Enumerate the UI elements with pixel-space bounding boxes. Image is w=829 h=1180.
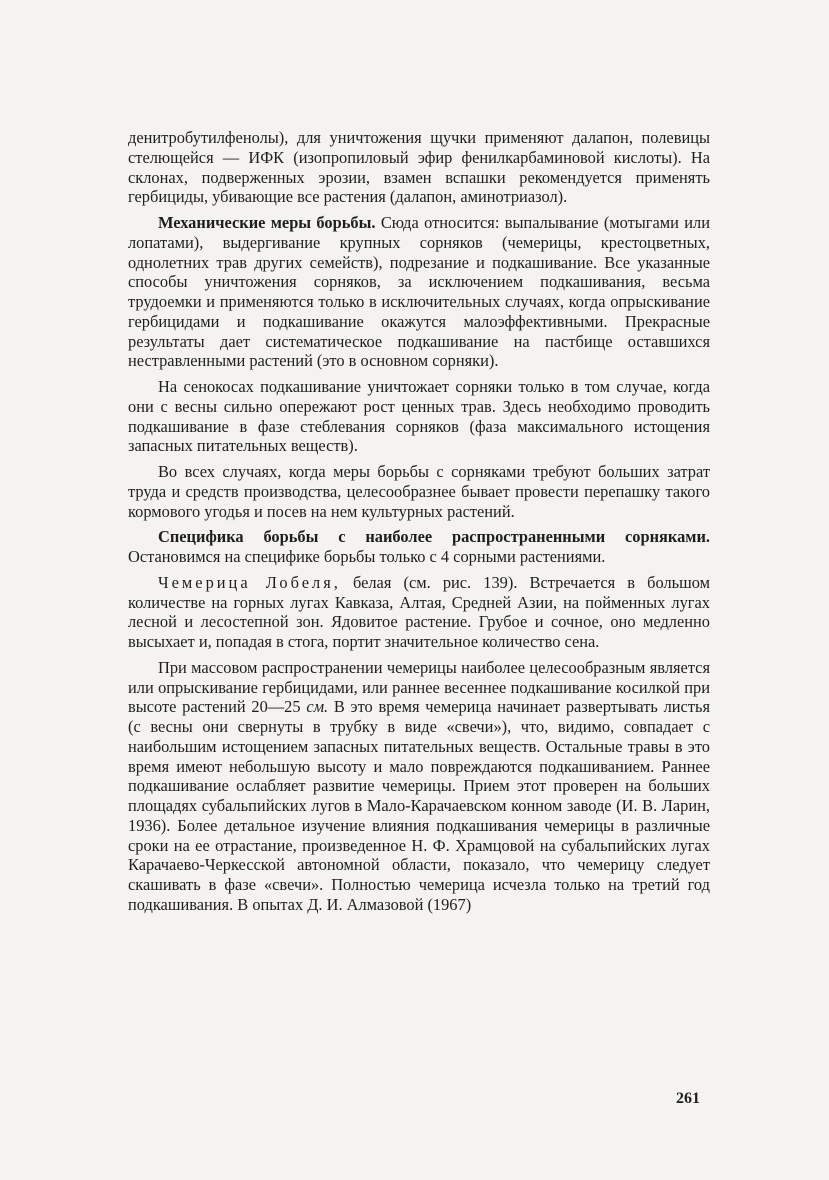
paragraph-veratrum [128, 573, 710, 652]
paragraph-1 [128, 128, 710, 207]
unit-cm: см. [306, 697, 329, 717]
species-name: Чемерица Лобеля, [158, 572, 341, 592]
heading-specifics: Специфика борьбы с наиболее распространенными сорняками. [158, 527, 710, 547]
paragraph-mass-spread-text-a: При массовом распространении чемерицы наиболее целесообразным является или опрыскивание гербицидами, или раннее весеннее подкашивание косилкой при высоте растений 20—25 [128, 657, 710, 717]
paragraph-mass-spread [128, 658, 710, 915]
paragraph-specifics-text: Остановимся на специфике борьбы только с 4 сорными растениями. [128, 547, 606, 566]
paragraph-veratrum-text: белая (см. рис. 139). Встречается в большом количестве на горных лугах Кавказа, Алтая, Средней Азии, на пойменных лугах лесной и лесостепной зон. Ядовитое растение. Грубое и сочное, оно медленно высыхает и, попадая в стога, портит значительное количество сена. [128, 572, 710, 651]
paragraph-mechanical-text: Сюда относится: выпалывание (мотыгами или лопатами), выдергивание крупных сорняков (чемерицы, крестоцветных, однолетних трав других семейств), подрезание и подкашивание. Все указанные способы уничтожения сорняков, за исключением подкашивания, весьма трудоемки и применяются только в исключительных случаях, когда опрыскивание гербицидами и подкашивание окажутся малоэффективными. Прекрасные результаты дает систематическое подкашивание на пастбище оставшихся нестравленными растений (это в основном сорняки). [128, 213, 710, 371]
paragraph-replowing [128, 462, 710, 521]
paragraph-specifics [128, 527, 710, 567]
heading-mechanical: Механические меры борьбы. [158, 213, 376, 232]
paragraph-replowing-text: Во всех случаях, когда меры борьбы с сорняками требуют больших затрат труда и средств производства, целесообразнее бывает провести перепашку такого кормового угодья и посев на нем культурных растений. [128, 462, 710, 521]
page-number: 261 [676, 1090, 700, 1107]
paragraph-hayfields-text: На сенокосах подкашивание уничтожает сорняки только в том случае, когда они с весны сильно опережают рост ценных трав. Здесь необходимо проводить подкашивание в фазе стеблевания сорняков (фаза максимального истощения запасных питательных веществ). [128, 377, 710, 456]
paragraph-mechanical [128, 213, 710, 371]
page-text [128, 128, 710, 921]
paragraph-hayfields [128, 377, 710, 456]
paragraph-mass-spread-text-b: В это время чемерица начинает развертывать листья (с весны они свернуты в трубку в виде «свечи»), что, видимо, совпадает с наибольшим истощением запасных питательных веществ. Остальные травы в это время имеют небольшую высоту и мало повреждаются подкашиванием. Раннее подкашивание ослабляет развитие чемерицы. Прием этот проверен на больших площадях субальпийских лугов в Мало-Карачаевском конном заводе (И. В. Ларин, 1936). Более детальное изучение влияния подкашивания чемерицы в различные сроки на ее отрастание, произведенное Н. Ф. Храмцовой на субальпийских лугах Карачаево-Черкесской автономной области, показало, что чемерицу следует скашивать в фазе «свечи». Полностью чемерица исчезла только на третий год подкашивания. В опытах Д. И. Алмазовой (1967) [128, 697, 710, 914]
paragraph-1-text: денитробутилфенолы), для уничтожения щучки применяют далапон, полевицы стелющейся — ИФК (изопропиловый эфир фенилкарбаминовой кислоты). На склонах, подверженных эрозии, взамен вспашки рекомендуется применять гербициды, убивающие все растения (далапон, аминотриазол). [128, 128, 710, 207]
